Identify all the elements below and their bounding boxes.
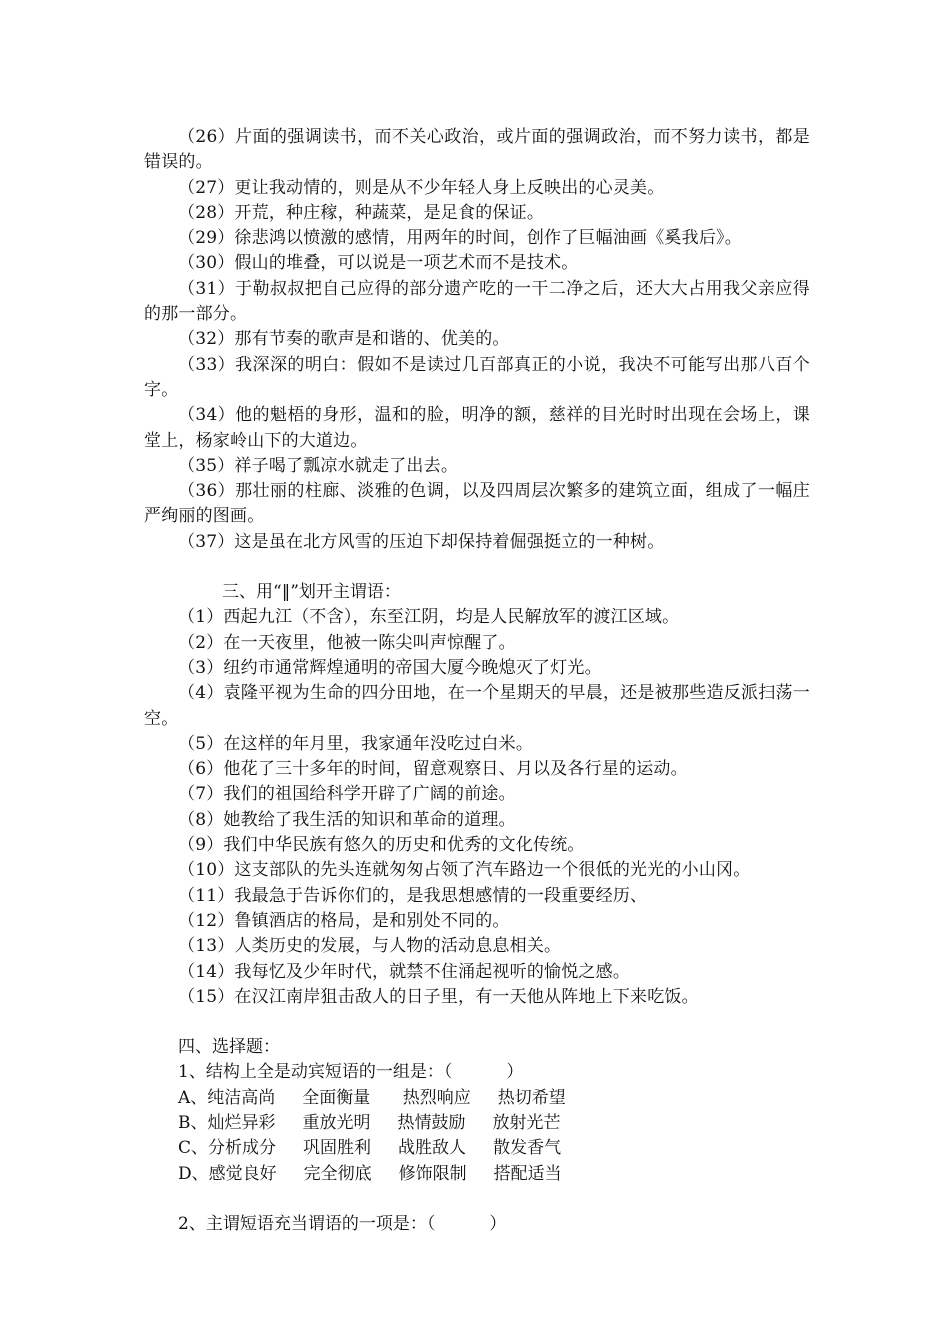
list-item: （28）开荒，种庄稼，种蔬菜，是足食的保证。 xyxy=(178,202,545,223)
list-item: （30）假山的堆叠，可以说是一项艺术而不是技术。 xyxy=(178,253,579,274)
list-item: （29）徐悲鸿以愤激的感情，用两年的时间，创作了巨幅油画《奚我后》。 xyxy=(178,228,742,249)
list-item: （12）鲁镇酒店的格局，是和别处不同的。 xyxy=(178,910,510,931)
list-item: （36）那壮丽的柱廊、淡雅的色调，以及四周层次繁多的建筑立面，组成了一幅庄严绚丽的图画。 xyxy=(144,481,810,527)
list-item: （7）我们的祖国给科学开辟了广阔的前途。 xyxy=(178,784,516,805)
option-b: B、灿烂异彩 重放光明 热情鼓励 放射光芒 xyxy=(178,1112,561,1133)
list-item: （26）片面的强调读书，而不关心政治，或片面的强调政治，而不努力读书，都是错误的。 xyxy=(144,127,810,173)
list-item: （5）在这样的年月里，我家通年没吃过白米。 xyxy=(178,733,534,754)
section3-list xyxy=(144,605,810,1010)
question-2: 2、主谓短语充当谓语的一项是：（ ） xyxy=(178,1213,507,1234)
list-item: （8）她教给了我生活的知识和革命的道理。 xyxy=(178,809,516,830)
list-item: （11）我最急于告诉你们的，是我思想感情的一段重要经历、 xyxy=(178,885,648,906)
list-item: （10）这支部队的先头连就匆匆占领了汽车路边一个很低的光光的小山冈。 xyxy=(178,860,751,881)
section2-list xyxy=(144,125,810,555)
section4-heading: 四、选择题： xyxy=(178,1037,280,1058)
list-item: （31）于勒叔叔把自己应得的部分遗产吃的一干二净之后，还大大占用我父亲应得的那一部分。 xyxy=(144,278,810,325)
option-a: A、纯洁高尚 全面衡量 热烈响应 热切希望 xyxy=(178,1087,566,1108)
list-item: （3）纽约市通常辉煌通明的帝国大厦今晚熄灭了灯光。 xyxy=(178,657,602,678)
list-item: （1）西起九江（不含），东至江阴，均是人民解放军的渡江区域。 xyxy=(178,607,680,628)
list-item: （4）袁隆平视为生命的四分田地，在一个星期天的早晨，还是被那些造反派扫荡一空。 xyxy=(144,683,810,729)
list-item: （2）在一天夜里，他被一陈尖叫声惊醒了。 xyxy=(178,632,516,653)
document-body xyxy=(144,125,810,1237)
list-item: （9）我们中华民族有悠久的历史和优秀的文化传统。 xyxy=(178,835,585,856)
spacer xyxy=(144,1010,810,1035)
list-item: （6）他花了三十多年的时间，留意观察日、月以及各行星的运动。 xyxy=(178,759,688,780)
list-item: （15）在汉江南岸狙击敌人的日子里，有一天他从阵地上下来吃饭。 xyxy=(178,986,699,1007)
list-item: （13）人类历史的发展，与人物的活动息息相关。 xyxy=(178,936,562,957)
question-1: 1、结构上全是动宾短语的一组是：（ ） xyxy=(178,1062,524,1083)
list-item: （32）那有节奏的歌声是和谐的、优美的。 xyxy=(178,329,510,350)
option-c: C、分析成分 巩固胜利 战胜敌人 散发香气 xyxy=(178,1138,562,1159)
list-item: （35）祥子喝了瓢凉水就走了出去。 xyxy=(178,455,459,476)
section3-heading: 三、用“‖”划开主谓语： xyxy=(222,582,401,603)
spacer xyxy=(144,555,810,580)
list-item: （27）更让我动情的，则是从不少年轻人身上反映出的心灵美。 xyxy=(178,177,665,198)
spacer xyxy=(144,1187,810,1212)
list-item: （37）这是虽在北方风雪的压迫下却保持着倔强挺立的一种树。 xyxy=(178,531,665,552)
list-item: （14）我每忆及少年时代，就禁不住涌起视听的愉悦之感。 xyxy=(178,961,631,982)
list-item: （33）我深深的明白：假如不是读过几百部真正的小说，我决不可能写出那八百个字。 xyxy=(144,354,810,400)
option-d: D、感觉良好 完全彻底 修饰限制 搭配适当 xyxy=(178,1163,562,1184)
list-item: （34）他的魁梧的身形，温和的脸，明净的额，慈祥的目光时时出现在会场上，课堂上，杨家岭山下的大道边。 xyxy=(144,405,810,451)
